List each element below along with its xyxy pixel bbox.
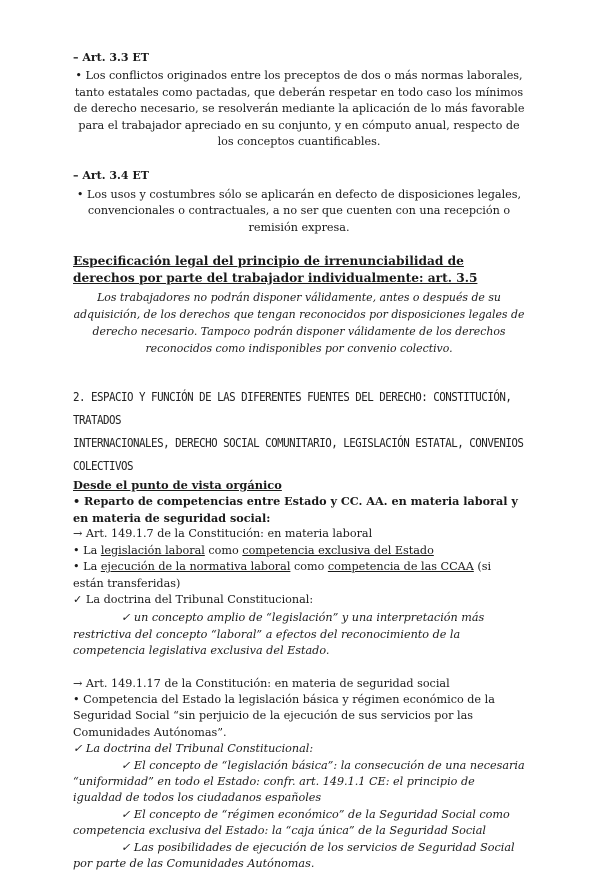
ejecucion-normativa-term: ejecución de la normativa laboral	[100, 560, 291, 574]
section-2-title-line-2: INTERNACIONALES, DERECHO SOCIAL COMUNITARIO, LEGISLACIÓN ESTATAL, CONVENIOS COLECTIVOS	[73, 435, 524, 474]
organico-heading: Desde el punto de vista orgánico	[73, 478, 282, 493]
legislacion-laboral-line: • La legislación laboral como competencia exclusiva del Estado	[73, 543, 434, 557]
art-3-3-text: • Los conflictos originados entre los preceptos de dos o más normas laborales, tanto estatales como pactadas, que deberán respetar en todo caso los mínimos de derecho necesario, se resolverán mediante la aplicación de lo más favorable para el trabajador apreciado en su conjunto, y en cómputo anual, respecto de los conceptos cuantificables.	[73, 69, 525, 149]
art-3-4-heading: – Art. 3.4 ET	[73, 169, 149, 183]
art-149-1-17: → Art. 149.1.17 de la Constitución: en materia de seguridad social	[73, 676, 450, 690]
concepto-regimen-economico: ✓ El concepto de “régimen económico” de la Seguridad Social como competencia exclusiva del Estado: la “caja única” de la Seguridad Social	[73, 807, 510, 838]
competencia-ccaa-term: competencia de las CCAA	[327, 560, 474, 574]
document-page	[73, 50, 525, 872]
art-3-3-heading: – Art. 3.3 ET	[73, 51, 149, 64]
section-2-title-line-1: 2. ESPACIO Y FUNCIÓN DE LAS DIFERENTES FUENTES DEL DERECHO: CONSTITUCIÓN, TRATADOS	[73, 389, 512, 428]
section-2-title	[73, 385, 529, 477]
reparto-competencias: • Reparto de competencias entre Estado y CC. AA. en materia laboral y en materia de seguridad social:	[73, 494, 518, 525]
doctrina-tc-2: ✓ La doctrina del Tribunal Constitucional:	[73, 742, 314, 756]
doctrina-tc-1-text: ✓ un concepto amplio de “legislación” y una interpretación más restrictiva del concepto “laboral” a efectos del reconocimiento de la competencia legislativa exclusiva del Estado.	[73, 611, 485, 658]
concepto-legislacion-basica: ✓ El concepto de “legislación básica”: la consecución de una necesaria “uniformidad” en todo el Estado: confr. art. 149.1.1 CE: el principio de igualdad de todos los ciudadanos españoles	[73, 758, 525, 805]
irrenunciabilidad-text: Los trabajadores no podrán disponer válidamente, antes o después de su adquisición, de los derechos que tengan reconocidos por disposiciones legales de derecho necesario. Tampoco podrán disponer válidamente de los derechos reconocidos como indisponibles por convenio colectivo.	[73, 291, 525, 356]
doctrina-tc-1: ✓ La doctrina del Tribunal Constitucional:	[73, 592, 314, 606]
competencia-estado: • Competencia del Estado la legislación básica y régimen económico de la Seguridad Social “sin perjuicio de la ejecución de sus servicios por las Comunidades Autónomas”.	[73, 692, 495, 739]
irrenunciabilidad-heading: Especificación legal del principio de irrenunciabilidad de derechos por parte del trabajador individualmente: art. 3.5	[73, 254, 478, 286]
ejecucion-normativa-line: • La ejecución de la normativa laboral como competencia de las CCAA (si están transferidas)	[73, 560, 492, 590]
art-3-4-text: • Los usos y costumbres sólo se aplicarán en defecto de disposiciones legales, convencionales o contractuales, a no ser que cuenten con una recepción o remisión expresa.	[76, 187, 522, 234]
legislacion-laboral-term: legislación laboral	[100, 543, 205, 557]
art-149-1-7: → Art. 149.1.7 de la Constitución: en materia laboral	[73, 527, 373, 541]
ejecucion-servicios-ccaa: ✓ Las posibilidades de ejecución de los servicios de Seguridad Social por parte de las Comunidades Autónomas.	[73, 840, 515, 870]
competencia-exclusiva-term: competencia exclusiva del Estado	[242, 543, 434, 557]
